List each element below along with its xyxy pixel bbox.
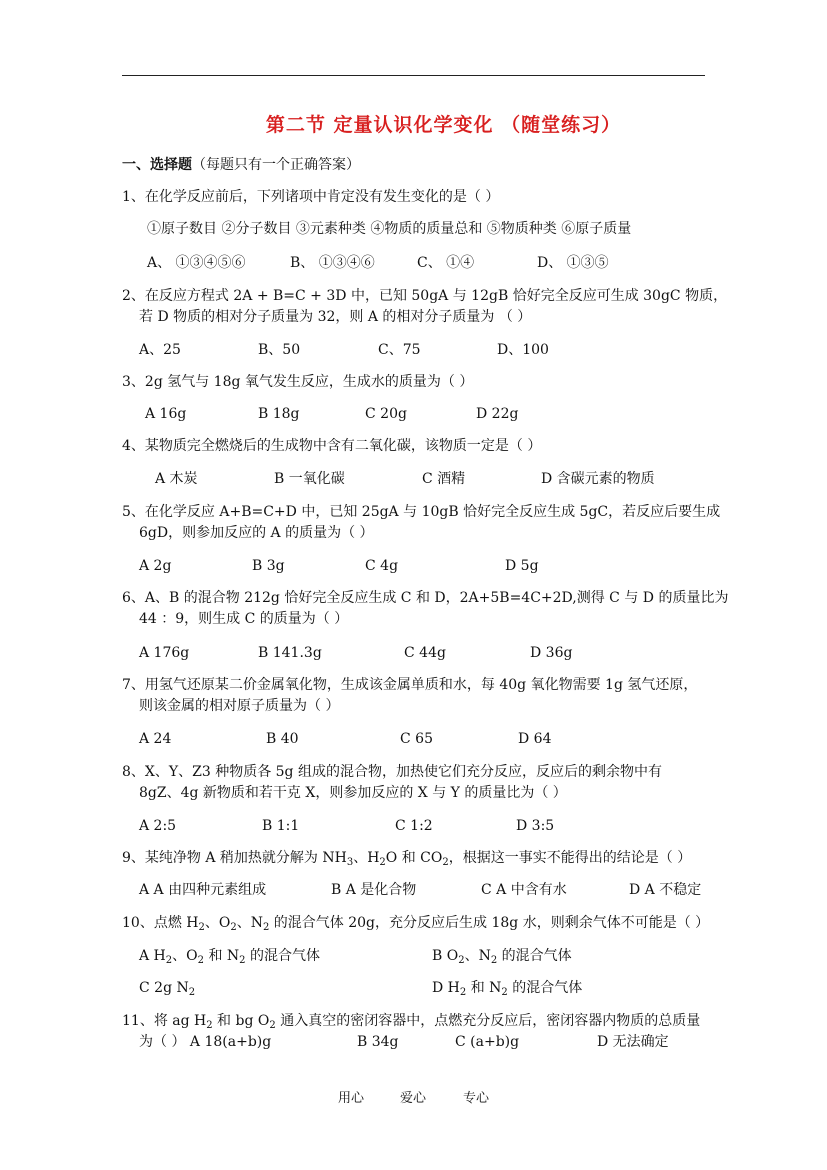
question-1-option-c: C、 ①④: [417, 255, 475, 271]
question-1-items: ①原子数目 ②分子数目 ③元素种类 ④物质的质量总和 ⑤物质种类 ⑥原子质量: [147, 221, 632, 237]
question-10-option-c: C 2g $N_2$: [139, 980, 196, 998]
question-2-stem-line1: 2、在反应方程式 2A + B=C + 3D 中，已知 50gA 与 12gB 恰好完全反应可生成 30gC 物质，: [122, 288, 728, 304]
footer-text-3: 专心: [463, 1091, 490, 1106]
question-7-option-a: A 24: [139, 731, 172, 747]
question-6-option-c: C 44g: [404, 645, 446, 661]
question-5-option-d: D 5g: [505, 558, 539, 574]
question-3-option-d: D 22g: [476, 406, 519, 422]
question-8-option-c: C 1:2: [395, 818, 433, 834]
question-10-option-a: A $H_2$、$O_2$ 和 $N_2$ 的混合气体: [139, 948, 320, 966]
section-heading-label: 一、选择题: [122, 157, 192, 173]
question-6-stem-line2: 44 ：9，则生成 C 的质量为（ ）: [139, 611, 349, 627]
question-2-option-b: B、50: [258, 342, 301, 358]
question-8-option-a: A 2:5: [139, 818, 177, 834]
question-1-stem: 1、在化学反应前后，下列诸项中肯定没有发生变化的是（ ）: [122, 189, 500, 205]
header-rule: [122, 75, 705, 76]
question-9-option-d: D A 不稳定: [629, 882, 702, 898]
question-5-option-c: C 4g: [365, 558, 399, 574]
question-6-option-a: A 176g: [139, 645, 190, 661]
question-1-option-b: B、 ①③④⑥: [290, 255, 375, 271]
question-7-stem-line2: 则该金属的相对原子质量为（ ）: [139, 698, 340, 714]
question-2-option-a: A、25: [139, 342, 181, 358]
question-4-stem: 4、某物质完全燃烧后的生成物中含有二氧化碳，该物质一定是（ ）: [122, 438, 542, 454]
question-8-stem-line1: 8、X、Y、Z3 种物质各 5g 组成的混合物，加热使它们充分反应，反应后的剩余物中有: [122, 764, 662, 780]
question-9-option-b: B A 是化合物: [331, 882, 417, 898]
question-9-option-a: A A 由四种元素组成: [139, 882, 267, 898]
page-title: 第二节 定量认识化学变化 （随堂练习）: [265, 114, 622, 136]
question-8-stem-line2: 8gZ、4g 新物质和若干克 X，则参加反应的 X 与 Y 的质量比为（ ）: [139, 785, 567, 801]
question-7-option-c: C 65: [400, 731, 433, 747]
question-7-option-b: B 40: [266, 731, 299, 747]
question-3-option-c: C 20g: [365, 406, 407, 422]
question-6-stem-line1: 6、A、B 的混合物 212g 恰好完全反应生成 C 和 D，2A+5B=4C+2D,测得 C 与 D 的质量比为: [122, 590, 729, 606]
question-3-stem: 3、2g 氢气与 18g 氧气发生反应，生成水的质量为（ ）: [122, 374, 474, 390]
question-5-option-b: B 3g: [252, 558, 285, 574]
question-11-line2: 为（ ） A 18(a+b)g: [139, 1034, 272, 1050]
section-heading: [122, 155, 360, 175]
question-6-option-b: B 141.3g: [258, 645, 322, 661]
question-5-stem-line2: 6gD，则参加反应的 A 的质量为（ ）: [139, 525, 374, 541]
question-5-option-a: A 2g: [139, 558, 172, 574]
question-2-option-d: D、100: [497, 342, 549, 358]
question-2-option-c: C、75: [378, 342, 421, 358]
question-2-stem-line2: 若 D 物质的相对分子质量为 32，则 A 的相对分子质量为 （ ）: [139, 309, 532, 325]
footer-text-2: 爱心: [400, 1091, 427, 1106]
footer-text-1: 用心: [338, 1091, 365, 1106]
question-11-option-b: B 34g: [357, 1034, 399, 1050]
question-6-option-d: D 36g: [530, 645, 573, 661]
question-10-stem: 10、点燃 $H_2$、$O_2$、$N_2$ 的混合气体 20g，充分反应后生成 18g 水，则剩余气体不可能是（ ）: [122, 915, 710, 933]
question-4-option-b: B 一氧化碳: [274, 471, 345, 487]
question-3-option-a: A 16g: [145, 406, 187, 422]
question-9-stem: 9、某纯净物 A 稍加热就分解为 $NH_3$、$H_2O$ 和 $CO_2$，根据这一事实不能得出的结论是（ ）: [122, 850, 692, 868]
question-4-option-d: D 含碳元素的物质: [541, 471, 655, 487]
question-3-option-b: B 18g: [258, 406, 300, 422]
question-9-option-c: C A 中含有水: [481, 882, 567, 898]
question-10-option-b: B $O_2$、$N_2$ 的混合气体: [432, 948, 572, 966]
question-1-option-d: D、 ①③⑤: [537, 255, 609, 271]
question-4-option-c: C 酒精: [422, 471, 466, 487]
question-10-option-d: D $H_2$ 和 $N_2$ 的混合气体: [432, 980, 583, 998]
question-1-option-a: A、 ①③④⑤⑥: [147, 255, 246, 271]
question-11-option-d: D 无法确定: [597, 1034, 669, 1050]
question-8-option-b: B 1:1: [262, 818, 300, 834]
question-4-option-a: A 木炭: [155, 471, 198, 487]
question-11-option-c: C (a+b)g: [455, 1034, 520, 1050]
section-note: （每题只有一个正确答案）: [192, 157, 360, 173]
question-7-option-d: D 64: [518, 731, 552, 747]
question-8-option-d: D 3:5: [516, 818, 555, 834]
question-7-stem-line1: 7、用氢气还原某二价金属氧化物，生成该金属单质和水，每 40g 氧化物需要 1g 氢气还原，: [122, 677, 698, 693]
question-11-stem: 11、将 ag $H_2$ 和 bg $O_2$ 通入真空的密闭容器中，点燃充分反应后，密闭容器内物质的总质量: [122, 1013, 701, 1031]
question-5-stem-line1: 5、在化学反应 A+B=C+D 中，已知 25gA 与 10gB 恰好完全反应生成 5gC，若反应后要生成: [122, 504, 721, 520]
